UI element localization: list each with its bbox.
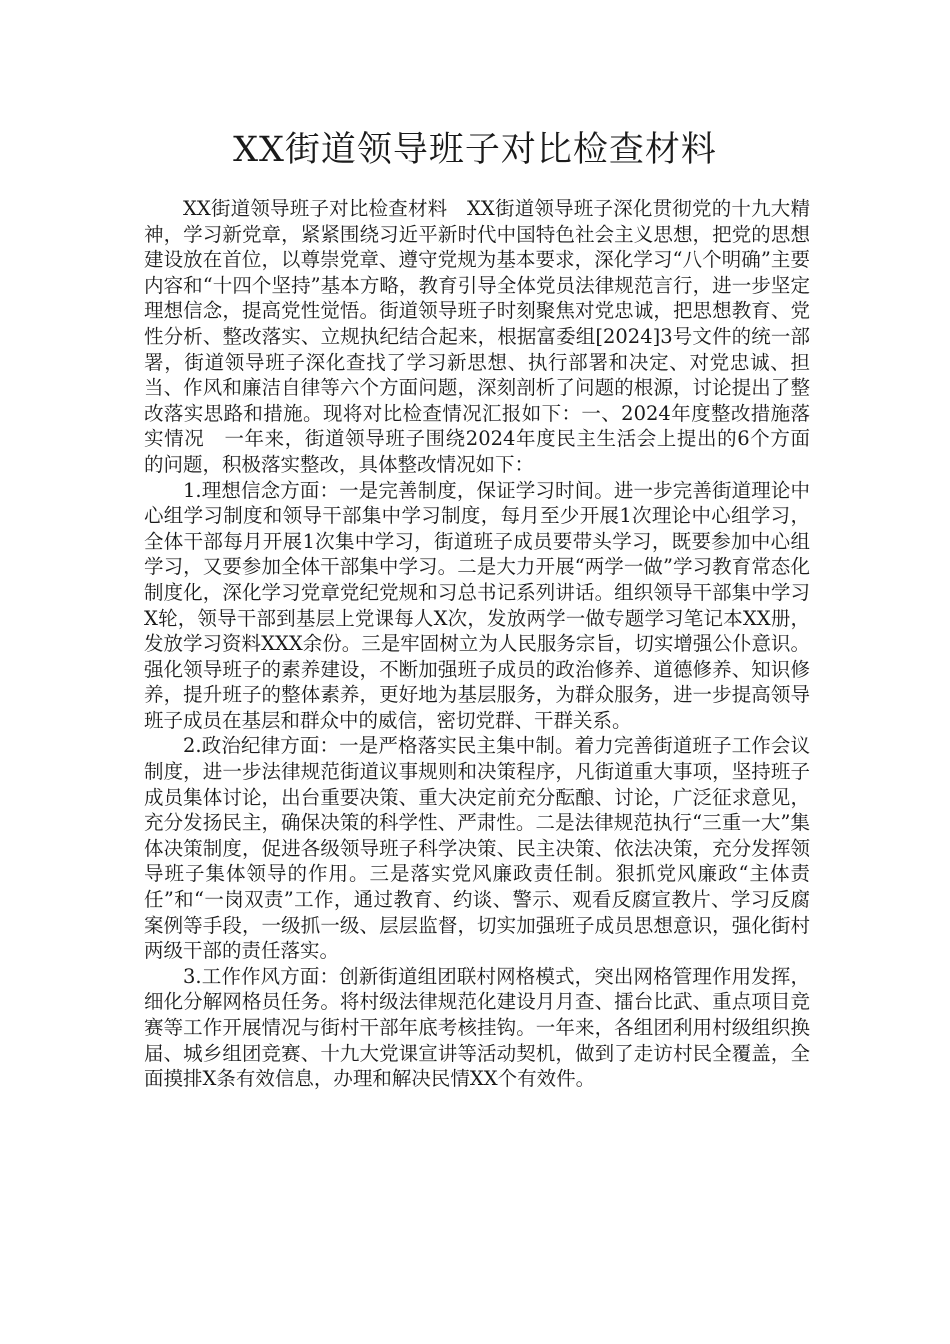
paragraph-ideals-beliefs: 1.理想信念方面：一是完善制度，保证学习时间。进一步完善街道理论中心组学习制度和领导干部集中学习制度，每月至少开展1次理论中心组学习，全体干部每月开展1次集中学习，街道班子成员要带头学习，既要参加中心组学习，又要参加全体干部集中学习。二是大力开展“两学一做”学习教育常态化制度化，深化学习党章党纪党规和习总书记系列讲话。组织领导干部集中学习X轮，领导干部到基层上党课每人X次，发放两学一做专题学习笔记本XX册，发放学习资料XXX余份。三是牢固树立为人民服务宗旨，切实增强公仆意识。强化领导班子的素养建设，不断加强班子成员的政治修养、道德修养、知识修养，提升班子的整体素养，更好地为基层服务，为群众服务，进一步提高领导班子成员在基层和群众中的威信，密切党群、干群关系。 [144, 478, 810, 732]
paragraph-political-discipline: 2.政治纪律方面：一是严格落实民主集中制。着力完善街道班子工作会议制度，进一步法律规范街道议事规则和决策程序，凡街道重大事项，坚持班子成员集体讨论，出台重要决策、重大决定前充分酝酿、讨论，广泛征求意见，充分发扬民主，确保决策的科学性、严肃性。二是法律规范执行“三重一大”集体决策制度，促进各级领导班子科学决策、民主决策、依法决策，充分发挥领导班子集体领导的作用。三是落实党风廉政责任制。狠抓党风廉政“主体责任”和“一岗双责”工作，通过教育、约谈、警示、观看反腐宣教片、学习反腐案例等手段，一级抓一级、层层监督，切实加强班子成员思想意识，强化街村两级干部的责任落实。 [144, 734, 810, 963]
paragraph-intro: XX街道领导班子对比检查材料 XX街道领导班子深化贯彻党的十九大精神，学习新党章，紧紧围绕习近平新时代中国特色社会主义思想，把党的思想建设放在首位，以尊崇党章、遵守党规为基本要求，深化学习“八个明确”主要内容和“十四个坚持”基本方略，教育引导全体党员法律规范言行，进一步坚定理想信念，提高党性觉悟。街道领导班子时刻聚焦对党忠诚，把思想教育、党性分析、整改落实、立规执纪结合起来，根据富委组[2024]3号文件的统一部署，街道领导班子深化查找了学习新思想、执行部署和决定、对党忠诚、担当、作风和廉洁自律等六个方面问题，深刻剖析了问题的根源，讨论提出了整改落实思路和措施。现将对比检查情况汇报如下：一、2024年度整改措施落实情况 一年来，街道领导班子围绕2024年度民主生活会上提出的6个方面的问题，积极落实整改，具体整改情况如下： [144, 197, 810, 476]
document-title: XX街道领导班子对比检查材料 [233, 130, 717, 170]
paragraph-work-style: 3.工作作风方面：创新街道组团联村网格模式，突出网格管理作用发挥，细化分解网格员任务。将村级法律规范化建设月月查、擂台比武、重点项目竞赛等工作开展情况与街村干部年底考核挂钩。一年来，各组团利用村级组织换届、城乡组团竞赛、十九大党课宣讲等活动契机，做到了走访村民全覆盖，全面摸排X条有效信息，办理和解决民情XX个有效件。 [144, 964, 810, 1091]
document-body [144, 196, 810, 1092]
